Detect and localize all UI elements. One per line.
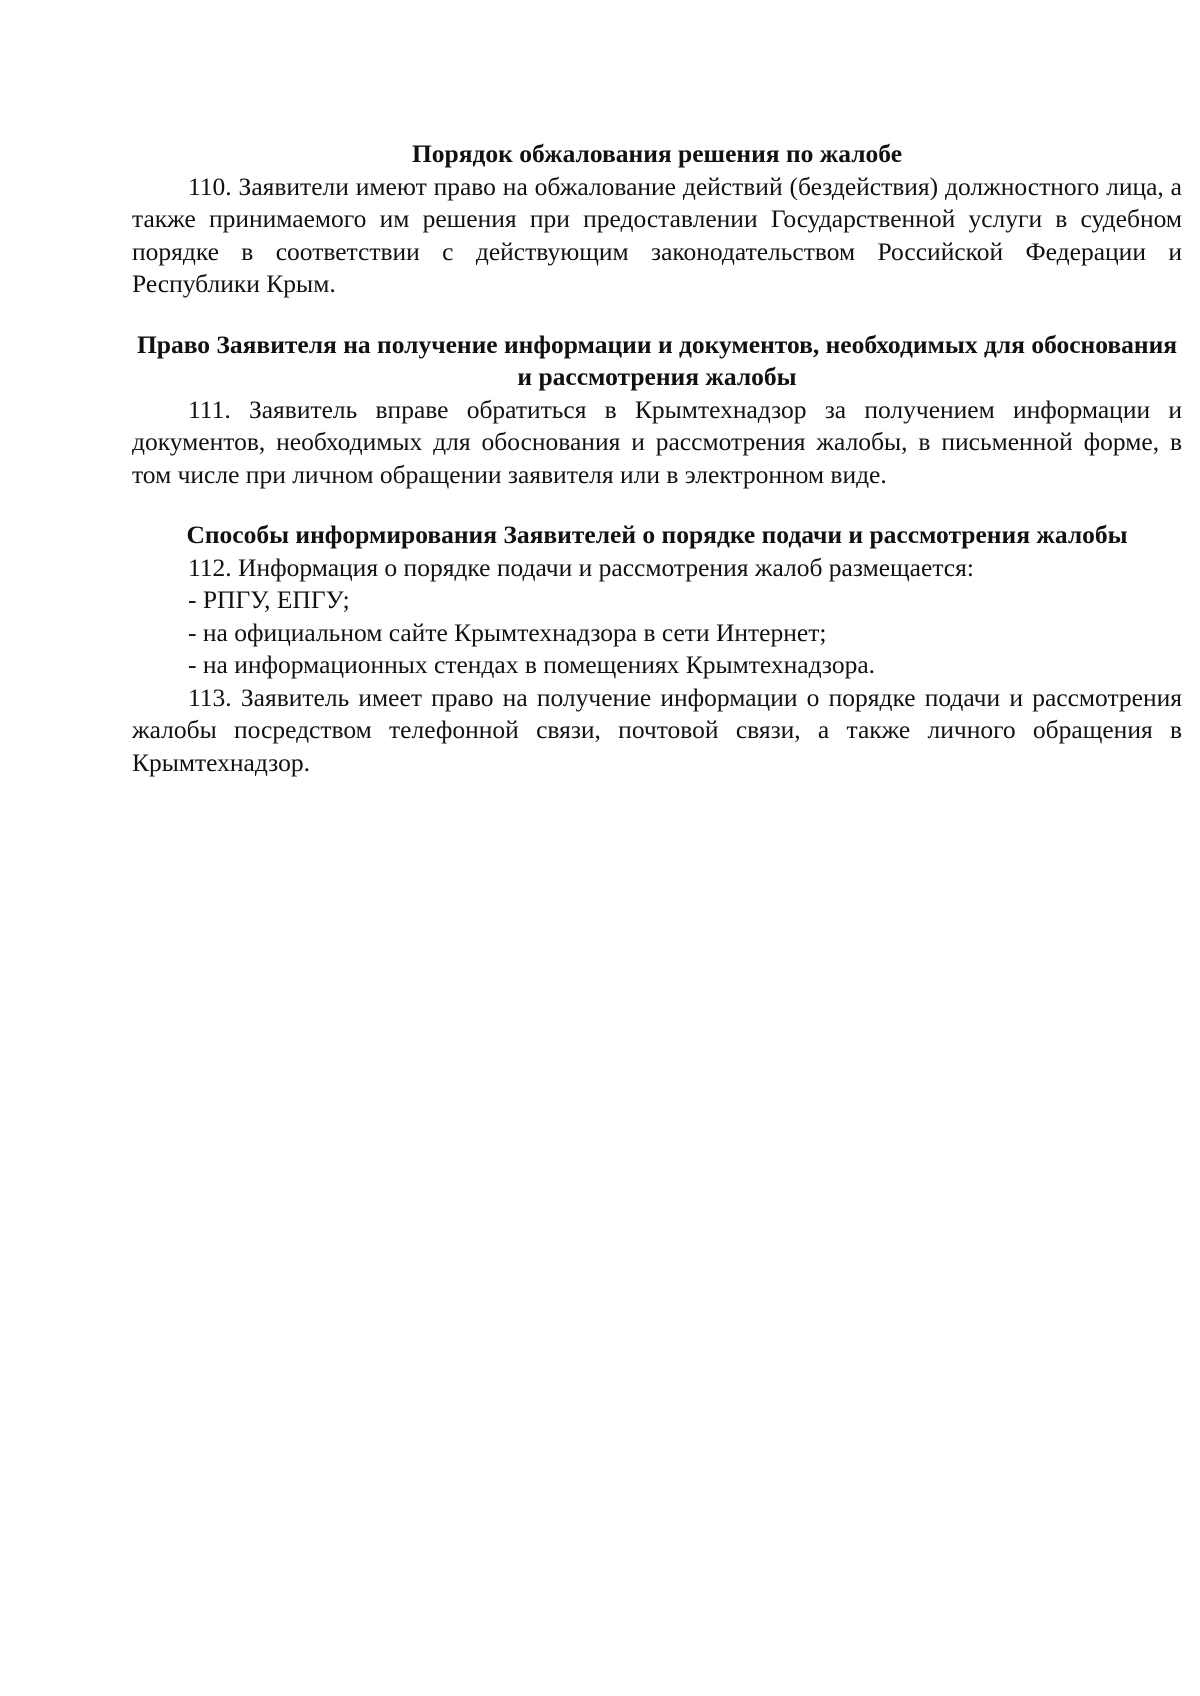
section-spacer [132,491,1182,519]
paragraph-113: 113. Заявитель имеет право на получение информации о порядке подачи и рассмотрения жалобы посредством телефонной связи, почтовой связи, а также личного обращения в Крымтехнадзор. [132,682,1182,777]
list-item: - РПГУ, ЕПГУ; [188,585,350,614]
paragraph-111: 111. Заявитель вправе обратиться в Крымтехнадзор за получением информации и документов, необходимых для обоснования и рассмотрения жалобы, в письменной форме, в том числе при личном обращении заявителя или в электронном виде. [132,394,1182,489]
section-heading-informing-methods: Способы информирования Заявителей о порядке подачи и рассмотрения жалобы [186,520,1128,549]
paragraph-110: 110. Заявители имеют право на обжалование действий (бездействия) должностного лица, а также принимаемого им решения при предоставлении Государственной услуги в судебном порядке в соответствии с действующим законодательством Российской Федерации и Республики Крым. [132,171,1182,298]
document-page [132,138,1182,779]
section-heading-appeal: Порядок обжалования решения по жалобе [411,139,903,168]
section-spacer [132,301,1182,329]
section-heading-right-to-info: Право Заявителя на получение информации и документов, необходимых для обоснования и рассмотрения жалобы [136,329,1178,391]
paragraph-112-intro: 112. Информация о порядке подачи и рассмотрения жалоб размещается: [188,552,974,582]
list-item: - на официальном сайте Крымтехнадзора в сети Интернет; [188,617,827,647]
list-item: - на информационных стендах в помещениях Крымтехнадзора. [188,650,876,679]
